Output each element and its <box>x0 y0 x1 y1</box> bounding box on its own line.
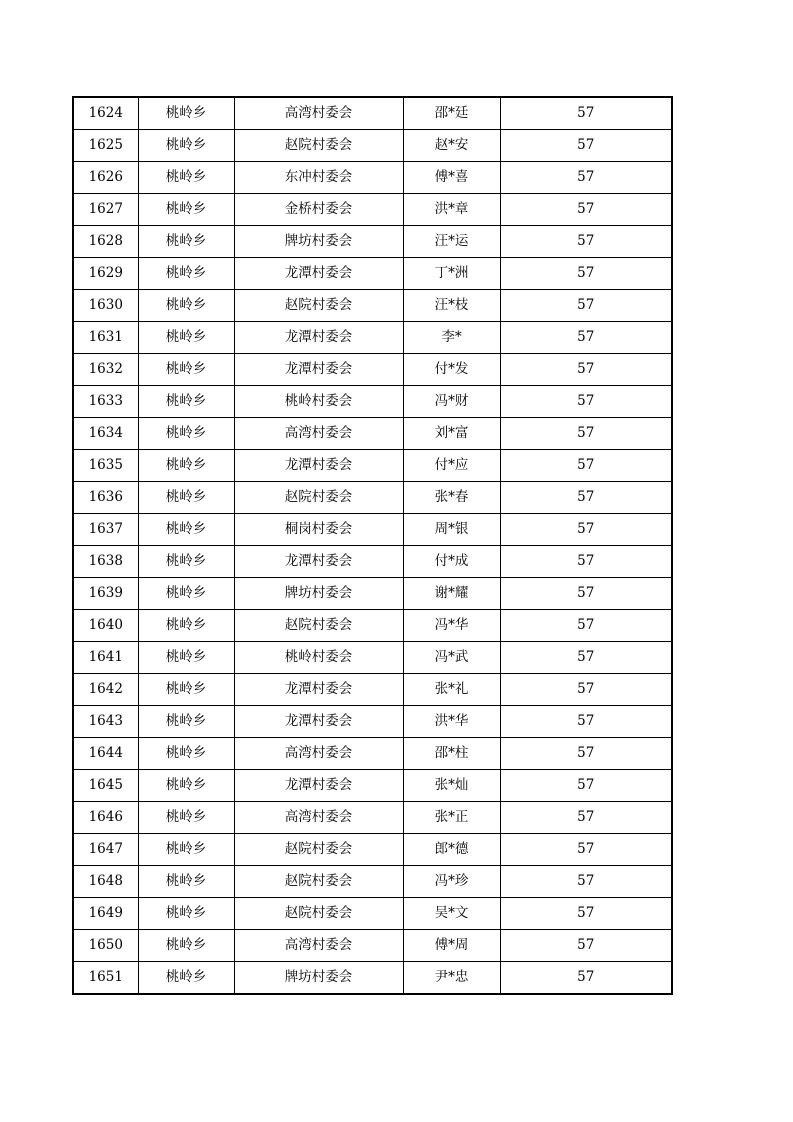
table-body <box>73 97 672 994</box>
cell-amount: 57 <box>500 642 672 674</box>
cell-amount: 57 <box>500 610 672 642</box>
cell-serial-number: 1630 <box>73 290 138 322</box>
table-row <box>73 162 672 194</box>
cell-township: 桃岭乡 <box>138 418 234 450</box>
cell-amount: 57 <box>500 770 672 802</box>
table-row <box>73 386 672 418</box>
cell-village-committee: 牌坊村委会 <box>234 962 403 995</box>
cell-village-committee: 牌坊村委会 <box>234 578 403 610</box>
cell-serial-number: 1644 <box>73 738 138 770</box>
table-row <box>73 258 672 290</box>
cell-person-name: 邵*柱 <box>403 738 500 770</box>
cell-serial-number: 1647 <box>73 834 138 866</box>
cell-township: 桃岭乡 <box>138 866 234 898</box>
cell-amount: 57 <box>500 514 672 546</box>
cell-village-committee: 龙潭村委会 <box>234 674 403 706</box>
table-row <box>73 514 672 546</box>
cell-amount: 57 <box>500 738 672 770</box>
cell-person-name: 郎*德 <box>403 834 500 866</box>
table-row <box>73 546 672 578</box>
cell-person-name: 洪*华 <box>403 706 500 738</box>
cell-township: 桃岭乡 <box>138 226 234 258</box>
cell-amount: 57 <box>500 290 672 322</box>
cell-serial-number: 1640 <box>73 610 138 642</box>
cell-person-name: 付*成 <box>403 546 500 578</box>
cell-village-committee: 牌坊村委会 <box>234 226 403 258</box>
cell-amount: 57 <box>500 802 672 834</box>
cell-village-committee: 赵院村委会 <box>234 866 403 898</box>
cell-village-committee: 高湾村委会 <box>234 802 403 834</box>
table-row <box>73 930 672 962</box>
cell-township: 桃岭乡 <box>138 130 234 162</box>
table-row <box>73 706 672 738</box>
cell-amount: 57 <box>500 546 672 578</box>
table-row <box>73 418 672 450</box>
cell-serial-number: 1626 <box>73 162 138 194</box>
cell-serial-number: 1642 <box>73 674 138 706</box>
cell-person-name: 张*礼 <box>403 674 500 706</box>
cell-amount: 57 <box>500 930 672 962</box>
cell-village-committee: 龙潭村委会 <box>234 706 403 738</box>
cell-amount: 57 <box>500 674 672 706</box>
table-row <box>73 802 672 834</box>
cell-township: 桃岭乡 <box>138 482 234 514</box>
table-row <box>73 97 672 130</box>
cell-village-committee: 桃岭村委会 <box>234 642 403 674</box>
cell-township: 桃岭乡 <box>138 802 234 834</box>
cell-person-name: 邵*廷 <box>403 97 500 130</box>
cell-village-committee: 金桥村委会 <box>234 194 403 226</box>
cell-amount: 57 <box>500 97 672 130</box>
cell-serial-number: 1648 <box>73 866 138 898</box>
cell-amount: 57 <box>500 258 672 290</box>
cell-person-name: 张*正 <box>403 802 500 834</box>
cell-serial-number: 1632 <box>73 354 138 386</box>
cell-amount: 57 <box>500 482 672 514</box>
cell-serial-number: 1638 <box>73 546 138 578</box>
cell-amount: 57 <box>500 226 672 258</box>
cell-amount: 57 <box>500 706 672 738</box>
cell-person-name: 付*应 <box>403 450 500 482</box>
cell-serial-number: 1624 <box>73 97 138 130</box>
cell-village-committee: 龙潭村委会 <box>234 546 403 578</box>
table-row <box>73 354 672 386</box>
cell-township: 桃岭乡 <box>138 354 234 386</box>
table-row <box>73 674 672 706</box>
cell-serial-number: 1634 <box>73 418 138 450</box>
cell-township: 桃岭乡 <box>138 514 234 546</box>
cell-serial-number: 1637 <box>73 514 138 546</box>
cell-person-name: 赵*安 <box>403 130 500 162</box>
table-row <box>73 738 672 770</box>
cell-serial-number: 1625 <box>73 130 138 162</box>
cell-village-committee: 龙潭村委会 <box>234 770 403 802</box>
cell-amount: 57 <box>500 962 672 995</box>
cell-township: 桃岭乡 <box>138 930 234 962</box>
cell-township: 桃岭乡 <box>138 610 234 642</box>
table-row <box>73 226 672 258</box>
cell-township: 桃岭乡 <box>138 194 234 226</box>
cell-township: 桃岭乡 <box>138 386 234 418</box>
table-row <box>73 194 672 226</box>
cell-serial-number: 1636 <box>73 482 138 514</box>
table-row <box>73 482 672 514</box>
cell-serial-number: 1649 <box>73 898 138 930</box>
cell-serial-number: 1631 <box>73 322 138 354</box>
cell-township: 桃岭乡 <box>138 898 234 930</box>
cell-village-committee: 桃岭村委会 <box>234 386 403 418</box>
table-row <box>73 610 672 642</box>
cell-person-name: 周*银 <box>403 514 500 546</box>
cell-person-name: 张*灿 <box>403 770 500 802</box>
cell-village-committee: 龙潭村委会 <box>234 450 403 482</box>
cell-village-committee: 赵院村委会 <box>234 482 403 514</box>
cell-person-name: 洪*章 <box>403 194 500 226</box>
cell-serial-number: 1633 <box>73 386 138 418</box>
cell-amount: 57 <box>500 322 672 354</box>
cell-person-name: 汪*枝 <box>403 290 500 322</box>
cell-amount: 57 <box>500 578 672 610</box>
cell-serial-number: 1629 <box>73 258 138 290</box>
cell-serial-number: 1645 <box>73 770 138 802</box>
cell-serial-number: 1635 <box>73 450 138 482</box>
cell-township: 桃岭乡 <box>138 450 234 482</box>
table-row <box>73 962 672 995</box>
data-table <box>72 96 673 995</box>
cell-amount: 57 <box>500 194 672 226</box>
cell-serial-number: 1651 <box>73 962 138 995</box>
cell-person-name: 张*春 <box>403 482 500 514</box>
cell-amount: 57 <box>500 386 672 418</box>
cell-village-committee: 赵院村委会 <box>234 290 403 322</box>
cell-village-committee: 高湾村委会 <box>234 97 403 130</box>
cell-village-committee: 赵院村委会 <box>234 130 403 162</box>
cell-village-committee: 龙潭村委会 <box>234 322 403 354</box>
cell-township: 桃岭乡 <box>138 97 234 130</box>
table-row <box>73 834 672 866</box>
table-row <box>73 450 672 482</box>
cell-serial-number: 1628 <box>73 226 138 258</box>
table-row <box>73 290 672 322</box>
cell-township: 桃岭乡 <box>138 162 234 194</box>
table-row <box>73 770 672 802</box>
cell-township: 桃岭乡 <box>138 258 234 290</box>
cell-township: 桃岭乡 <box>138 642 234 674</box>
table-row <box>73 578 672 610</box>
cell-person-name: 冯*华 <box>403 610 500 642</box>
cell-township: 桃岭乡 <box>138 770 234 802</box>
cell-person-name: 丁*洲 <box>403 258 500 290</box>
cell-village-committee: 高湾村委会 <box>234 738 403 770</box>
cell-serial-number: 1646 <box>73 802 138 834</box>
cell-village-committee: 龙潭村委会 <box>234 354 403 386</box>
cell-village-committee: 赵院村委会 <box>234 834 403 866</box>
cell-amount: 57 <box>500 450 672 482</box>
cell-amount: 57 <box>500 866 672 898</box>
cell-amount: 57 <box>500 354 672 386</box>
cell-person-name: 刘*富 <box>403 418 500 450</box>
cell-township: 桃岭乡 <box>138 578 234 610</box>
cell-township: 桃岭乡 <box>138 290 234 322</box>
cell-village-committee: 赵院村委会 <box>234 610 403 642</box>
cell-person-name: 吴*文 <box>403 898 500 930</box>
cell-serial-number: 1643 <box>73 706 138 738</box>
cell-village-committee: 赵院村委会 <box>234 898 403 930</box>
cell-township: 桃岭乡 <box>138 674 234 706</box>
table-row <box>73 898 672 930</box>
cell-serial-number: 1650 <box>73 930 138 962</box>
cell-amount: 57 <box>500 834 672 866</box>
table-row <box>73 322 672 354</box>
cell-township: 桃岭乡 <box>138 962 234 995</box>
cell-township: 桃岭乡 <box>138 834 234 866</box>
cell-person-name: 傅*周 <box>403 930 500 962</box>
cell-village-committee: 龙潭村委会 <box>234 258 403 290</box>
cell-amount: 57 <box>500 418 672 450</box>
cell-township: 桃岭乡 <box>138 738 234 770</box>
cell-person-name: 付*发 <box>403 354 500 386</box>
cell-amount: 57 <box>500 162 672 194</box>
cell-township: 桃岭乡 <box>138 322 234 354</box>
cell-person-name: 汪*运 <box>403 226 500 258</box>
cell-person-name: 尹*忠 <box>403 962 500 995</box>
table-row <box>73 130 672 162</box>
cell-township: 桃岭乡 <box>138 706 234 738</box>
cell-village-committee: 高湾村委会 <box>234 930 403 962</box>
table-row <box>73 866 672 898</box>
cell-village-committee: 桐岗村委会 <box>234 514 403 546</box>
cell-serial-number: 1627 <box>73 194 138 226</box>
cell-amount: 57 <box>500 130 672 162</box>
cell-person-name: 傅*喜 <box>403 162 500 194</box>
cell-township: 桃岭乡 <box>138 546 234 578</box>
cell-person-name: 冯*珍 <box>403 866 500 898</box>
cell-amount: 57 <box>500 898 672 930</box>
cell-village-committee: 高湾村委会 <box>234 418 403 450</box>
cell-village-committee: 东冲村委会 <box>234 162 403 194</box>
cell-person-name: 冯*武 <box>403 642 500 674</box>
cell-serial-number: 1641 <box>73 642 138 674</box>
cell-serial-number: 1639 <box>73 578 138 610</box>
cell-person-name: 冯*财 <box>403 386 500 418</box>
cell-person-name: 李* <box>403 322 500 354</box>
cell-person-name: 谢*耀 <box>403 578 500 610</box>
table-row <box>73 642 672 674</box>
